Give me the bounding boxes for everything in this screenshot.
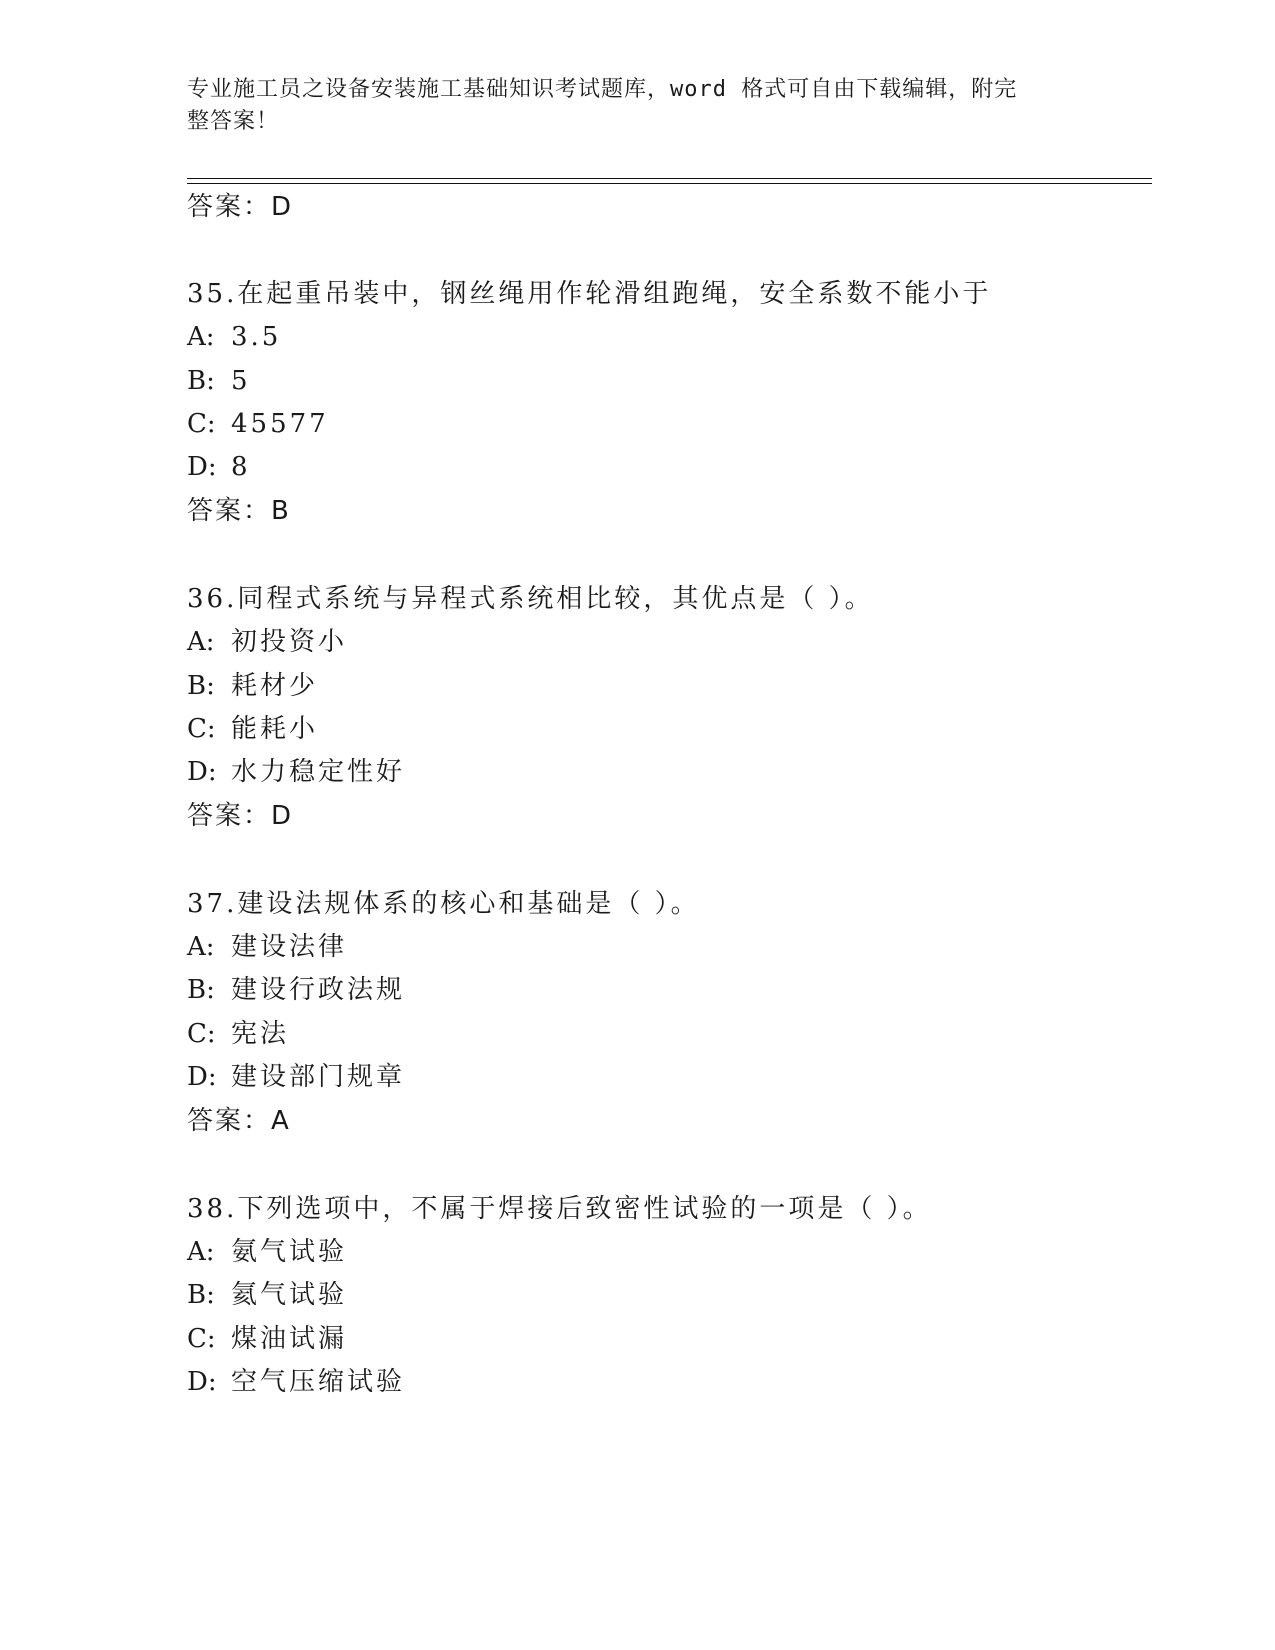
document-header	[187, 74, 1067, 138]
question-37-option-a	[187, 930, 347, 964]
question-35-option-d	[187, 450, 251, 484]
option-text: 5	[231, 366, 251, 396]
answer-prefix: 答案：	[187, 1106, 272, 1136]
question-36-option-d	[187, 755, 405, 789]
question-36-answer	[187, 799, 293, 833]
option-text: 建设法律	[231, 932, 348, 962]
option-label: B:	[187, 671, 215, 701]
option-text: 3.5	[231, 322, 282, 352]
option-text: 建设部门规章	[231, 1062, 406, 1092]
question-37-option-c	[187, 1017, 289, 1051]
answer-prefix: 答案：	[187, 192, 272, 222]
header-line-1: 专业施工员之设备安装施工基础知识考试题库，word 格式可自由下载编辑，附完	[187, 77, 1018, 102]
option-text: 初投资小	[231, 627, 348, 657]
option-text: 氦气试验	[231, 1280, 348, 1310]
option-text: 建设行政法规	[231, 975, 406, 1005]
header-divider-top	[187, 178, 1152, 179]
header-line-2: 整答案！	[187, 109, 280, 134]
question-36-option-a	[187, 625, 347, 659]
option-text: 水力稳定性好	[231, 757, 406, 787]
option-label: C:	[187, 714, 216, 744]
question-36-title: 36.同程式系统与异程式系统相比较，其优点是（ ）。	[187, 584, 874, 614]
question-36-option-b	[187, 669, 318, 703]
option-label: D:	[187, 452, 217, 482]
answer-value: B	[271, 496, 291, 526]
option-text: 宪法	[231, 1019, 290, 1049]
answer-value: A	[271, 1106, 291, 1136]
question-38-title: 38.下列选项中，不属于焊接后致密性试验的一项是（ ）。	[187, 1194, 932, 1224]
option-text: 煤油试漏	[231, 1324, 348, 1354]
option-text: 8	[231, 452, 251, 482]
option-label: D:	[187, 1062, 217, 1092]
question-38-option-b	[187, 1278, 347, 1312]
question-35-option-a	[187, 320, 281, 354]
option-label: B:	[187, 975, 215, 1005]
answer-prefix: 答案：	[187, 496, 272, 526]
answer-prefix: 答案：	[187, 801, 272, 831]
option-label: D:	[187, 757, 217, 787]
question-38-option-a	[187, 1235, 347, 1269]
question-35-answer	[187, 494, 291, 528]
option-label: A:	[187, 1237, 215, 1267]
option-label: C:	[187, 1019, 216, 1049]
option-label: A:	[187, 932, 215, 962]
question-37-answer	[187, 1104, 291, 1138]
option-text: 空气压缩试验	[231, 1367, 406, 1397]
option-text: 氨气试验	[231, 1237, 348, 1267]
question-35-option-b	[187, 364, 251, 398]
header-divider-bottom	[187, 183, 1152, 184]
question-37-option-d	[187, 1060, 405, 1094]
question-35-option-c	[187, 407, 329, 441]
question-36-option-c	[187, 712, 318, 746]
option-label: B:	[187, 366, 215, 396]
question-38-option-c	[187, 1322, 347, 1356]
option-label: A:	[187, 322, 215, 352]
option-label: C:	[187, 1324, 216, 1354]
option-label: D:	[187, 1367, 217, 1397]
option-label: C:	[187, 409, 216, 439]
option-text: 耗材少	[231, 671, 319, 701]
question-38-option-d	[187, 1365, 405, 1399]
option-text: 45577	[231, 409, 329, 439]
answer-value: D	[271, 192, 294, 222]
option-text: 能耗小	[231, 714, 319, 744]
option-label: A:	[187, 627, 215, 657]
answer-value: D	[271, 801, 294, 831]
option-label: B:	[187, 1280, 215, 1310]
question-35-title: 35.在起重吊装中，钢丝绳用作轮滑组跑绳，安全系数不能小于	[187, 279, 992, 309]
previous-answer	[187, 190, 293, 224]
question-37-option-b	[187, 973, 405, 1007]
question-37-title: 37.建设法规体系的核心和基础是（ ）。	[187, 889, 700, 919]
